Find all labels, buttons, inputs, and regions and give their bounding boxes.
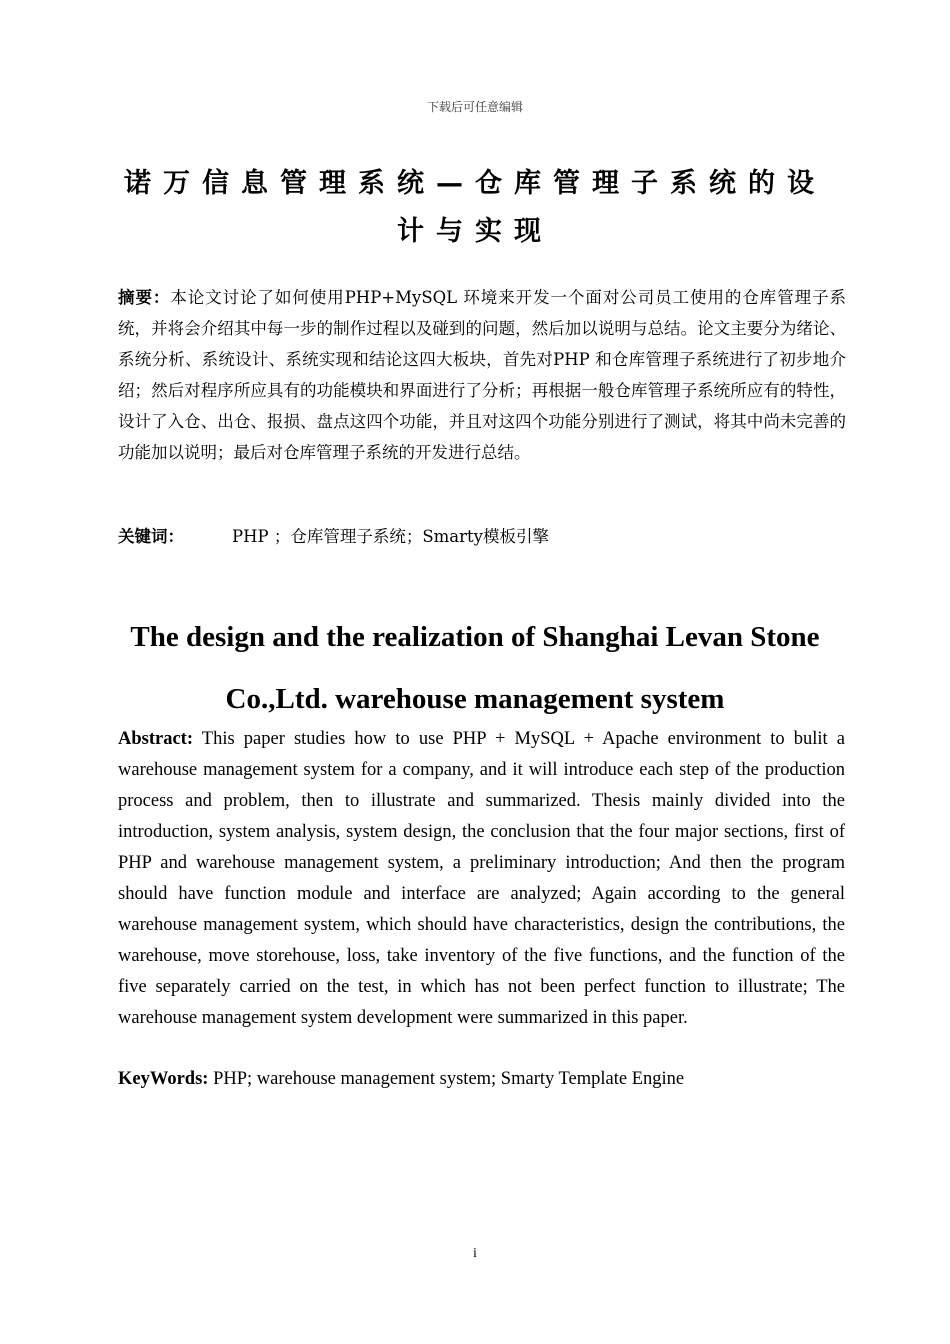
chinese-abstract (118, 282, 846, 468)
chinese-abstract-label: 摘要： (118, 288, 171, 307)
english-title: The design and the realization of Shanghai Levan Stone Co.,Ltd. warehouse management system (130, 621, 820, 715)
chinese-title: 诺万信息管理系统—仓库管理子系统的设计与实现 (124, 168, 826, 247)
english-abstract-label: Abstract: (118, 729, 194, 749)
chinese-keywords-label: 关键词： (118, 527, 184, 546)
english-abstract (118, 724, 845, 1034)
english-keywords-text: PHP; warehouse management system; Smarty Template Engine (213, 1069, 685, 1089)
page-number: i (473, 1246, 477, 1261)
chinese-keywords (118, 522, 846, 552)
chinese-abstract-text: 本论文讨论了如何使用PHP+MySQL 环境来开发一个面对公司员工使用的仓库管理子系统，并将会介绍其中每一步的制作过程以及碰到的问题，然后加以说明与总结。论文主要分为绪论、系统分析、系统设计、系统实现和结论这四大板块，首先对PHP 和仓库管理子系统进行了初步地介绍；然后对程序所应具有的功能模块和界面进行了分析；再根据一般仓库管理子系统所应有的特性，设计了入仓、出仓、报损、盘点这四个功能，并且对这四个功能分别进行了测试，将其中尚未完善的功能加以说明；最后对仓库管理子系统的开发进行总结。 (118, 288, 847, 462)
english-abstract-text: This paper studies how to use PHP + MySQL + Apache environment to bulit a warehouse management system for a company, and it will introduce each step of the production process and problem, then to illustrate and summarized. Thesis mainly divided into the introduction, system analysis, system design, the conclusion that the four major sections, first of PHP and warehouse management system, a preliminary introduction; And then the program should have function module and interface are analyzed; Again according to the general warehouse management system, which should have characteristics, design the contributions, the warehouse, move storehouse, loss, take inventory of the five functions, and the function of the five separately carried on the test, in which has not been perfect function to illustrate; The warehouse management system development were summarized in this paper. (118, 729, 845, 1028)
chinese-keywords-text: PHP ；仓库管理子系统；Smarty模板引擎 (232, 527, 549, 546)
english-keywords-label: KeyWords: (118, 1069, 209, 1089)
english-keywords (118, 1064, 845, 1094)
header-note: 下载后可任意编辑 (426, 100, 523, 114)
